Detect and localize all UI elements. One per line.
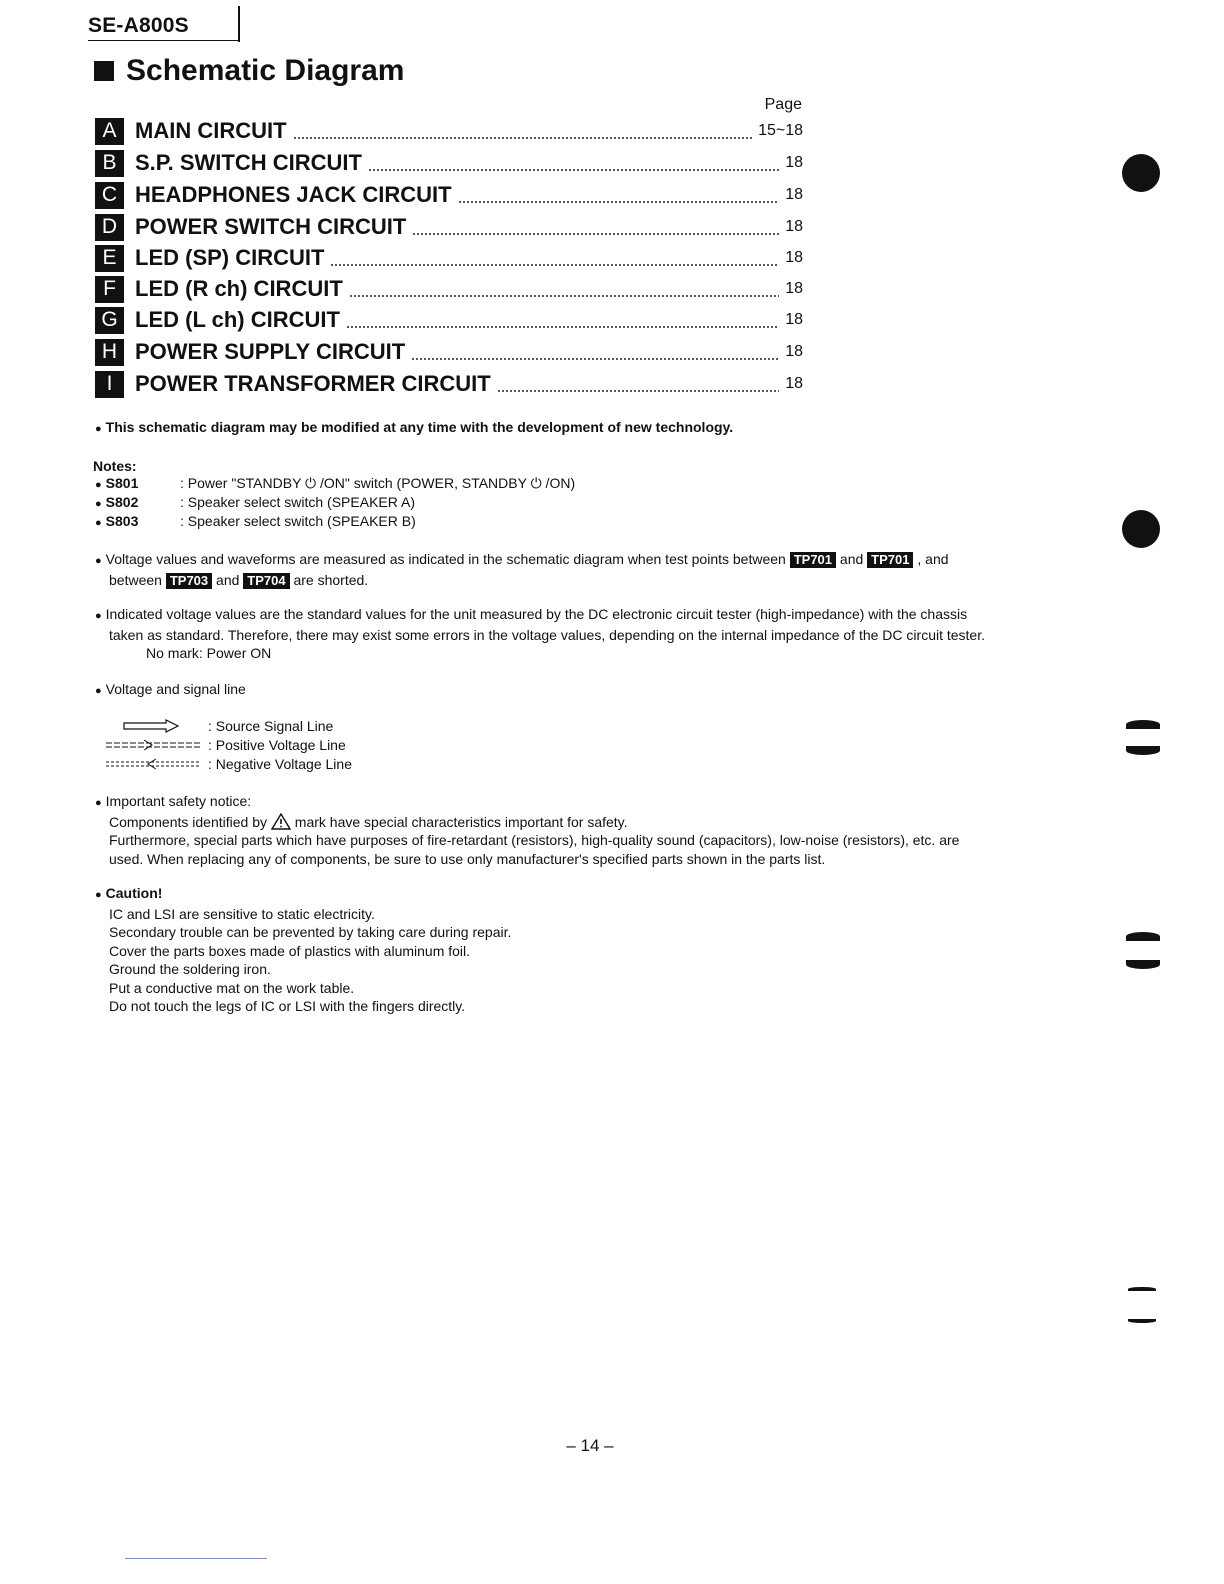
bullet-icon: ● [95, 610, 102, 622]
negative-voltage-arrow-icon [104, 757, 202, 771]
toc-item-led-lch-circuit[interactable] [95, 306, 803, 334]
toc-letter-badge: A [95, 118, 124, 145]
signal-lines-heading-text: Voltage and signal line [105, 681, 246, 697]
toc-page-number: 18 [785, 154, 803, 171]
indicated-voltage-text: Indicated voltage values are the standard values for the unit measured by the DC electronic circuit tester (high-impedance) with the chassis [105, 606, 968, 622]
toc-leader-dots [293, 137, 753, 139]
positive-voltage-arrow-icon [104, 738, 202, 752]
legend-label: : Negative Voltage Line [208, 755, 352, 772]
toc-letter-badge: I [95, 371, 124, 398]
title-square-bullet-icon [94, 61, 114, 81]
binder-mark-top [1126, 720, 1160, 729]
header-underline [88, 40, 240, 41]
toc-item-led-sp-circuit[interactable] [95, 244, 803, 272]
voltage-measure-text: are shorted. [293, 571, 369, 588]
toc-label: HEADPHONES JACK CIRCUIT [135, 182, 452, 207]
toc-page-number: 18 [785, 280, 803, 297]
bullet-icon: ● [95, 797, 102, 809]
note-text: : Speaker select switch (SPEAKER B) [180, 513, 416, 529]
toc-letter-badge: D [95, 214, 124, 241]
caution-line: IC and LSI are sensitive to static electricity. [109, 905, 375, 922]
safety-notice [95, 792, 1115, 868]
binder-mark-bottom [1128, 1319, 1156, 1323]
caution-heading: Caution! [105, 885, 163, 901]
legend-source-signal [104, 716, 333, 735]
binder-mark-top [1128, 1287, 1156, 1291]
toc-page-number: 18 [785, 218, 803, 235]
toc-letter-badge: B [95, 150, 124, 177]
binder-mark-bottom [1126, 960, 1160, 969]
modification-notice [95, 418, 733, 439]
source-signal-arrow-icon [104, 719, 202, 733]
bullet-icon: ● [95, 555, 102, 567]
toc-item-sp-switch-circuit[interactable] [95, 149, 803, 177]
toc-item-led-rch-circuit[interactable] [95, 275, 803, 303]
binder-hole-mark [1122, 510, 1160, 548]
note-text: : Speaker select switch (SPEAKER A) [180, 494, 415, 510]
toc-label: LED (R ch) CIRCUIT [135, 276, 343, 301]
model-number: SE-A800S [88, 14, 189, 37]
toc-page-number: 18 [785, 249, 803, 266]
bullet-icon: ● [95, 889, 102, 901]
safety-text: Furthermore, special parts which have purposes of fire-retardant (resistors), high-quality sound (capacitors), low-noise (resistors), etc. are [109, 832, 960, 848]
toc-label: POWER TRANSFORMER CIRCUIT [135, 371, 491, 396]
notes-heading: Notes: [93, 458, 137, 474]
bullet-icon: ● [95, 517, 102, 529]
safety-heading: Important safety notice: [105, 793, 252, 809]
test-point-badge: TP703 [166, 573, 212, 589]
toc-leader-dots [458, 201, 780, 203]
toc-page-number: 18 [785, 186, 803, 203]
caution-line: Do not touch the legs of IC or LSI with the fingers directly. [109, 998, 466, 1014]
modification-notice-text: This schematic diagram may be modified at any time with the development of new technology. [105, 419, 734, 435]
toc-page-number: 18 [785, 375, 803, 392]
binder-mark-top [1126, 932, 1160, 941]
toc-leader-dots [497, 390, 780, 392]
note-item [95, 513, 416, 529]
test-point-badge: TP701 [790, 552, 836, 568]
page-title [94, 54, 404, 88]
note-text: : Power "STANDBY ⏻ /ON" switch (POWER, STANDBY ⏻ /ON) [180, 475, 576, 491]
toc-leader-dots [412, 233, 779, 235]
toc-item-power-switch-circuit[interactable] [95, 213, 803, 241]
voltage-measure-text: , and [917, 551, 949, 567]
toc-letter-badge: G [95, 307, 124, 334]
toc-label: S.P. SWITCH CIRCUIT [135, 150, 362, 175]
note-code: S801 [105, 475, 139, 491]
page-number: – 14 – [566, 1436, 614, 1455]
test-point-badge: TP701 [867, 552, 913, 568]
conjunction-text: and [216, 571, 240, 588]
toc-page-number: 18 [785, 311, 803, 328]
note-code: S802 [105, 494, 139, 510]
toc-leader-dots [330, 264, 779, 266]
test-point-badge: TP704 [243, 573, 289, 589]
toc-item-main-circuit[interactable] [95, 117, 803, 145]
no-mark-note: No mark: Power ON [146, 645, 272, 661]
note-code: S803 [105, 513, 139, 529]
conjunction-text: and [839, 551, 864, 567]
toc-letter-badge: F [95, 276, 124, 303]
toc-item-headphones-jack-circuit[interactable] [95, 181, 803, 209]
toc-leader-dots [368, 169, 779, 171]
toc-label: LED (L ch) CIRCUIT [135, 307, 340, 332]
toc-page-number: 15~18 [758, 122, 803, 139]
safety-text: Components identified by [109, 813, 267, 830]
bullet-icon: ● [95, 498, 102, 510]
toc-letter-badge: H [95, 339, 124, 366]
binder-mark-bottom [1126, 746, 1160, 755]
caution-section [95, 884, 511, 1016]
indicated-voltage-text: taken as standard. Therefore, there may exist some errors in the voltage values, depending on the internal impedance of the DC circuit tester. [109, 626, 985, 643]
toc-item-power-supply-circuit[interactable] [95, 338, 803, 366]
bullet-icon: ● [95, 685, 102, 697]
safety-text: used. When replacing any of components, be sure to use only manufacturer's specified parts shown in the parts list. [109, 850, 826, 867]
toc-leader-dots [346, 326, 779, 328]
indicated-voltage-paragraph [95, 605, 1115, 663]
safety-text: mark have special characteristics important for safety. [294, 813, 628, 830]
toc-letter-badge: C [95, 182, 124, 209]
toc-page-header: Page [764, 96, 802, 113]
signal-lines-heading [95, 680, 246, 701]
voltage-measure-text: between [109, 571, 162, 588]
toc-leader-dots [411, 358, 779, 360]
legend-label: : Positive Voltage Line [208, 736, 346, 753]
binder-hole-mark [1122, 154, 1160, 192]
legend-positive-voltage [104, 735, 346, 754]
note-item [95, 494, 415, 510]
voltage-measure-text: Voltage values and waveforms are measured as indicated in the schematic diagram when test points between [105, 551, 786, 567]
toc-item-power-transformer-circuit[interactable] [95, 370, 803, 398]
page-title-text: Schematic Diagram [126, 54, 405, 87]
toc-page-number: 18 [785, 343, 803, 360]
caution-line: Secondary trouble can be prevented by taking care during repair. [109, 924, 512, 940]
toc-label: LED (SP) CIRCUIT [135, 245, 325, 270]
legend-label: : Source Signal Line [208, 717, 334, 734]
caution-line: Put a conductive mat on the work table. [109, 979, 355, 996]
toc-label: POWER SUPPLY CIRCUIT [135, 339, 406, 364]
warning-triangle-icon [271, 813, 291, 830]
toc-label: POWER SWITCH CIRCUIT [135, 214, 407, 239]
caution-line: Ground the soldering iron. [109, 961, 271, 977]
bullet-icon: ● [95, 479, 102, 491]
bullet-icon: ● [95, 423, 102, 435]
header-divider [238, 6, 240, 42]
voltage-measure-paragraph [95, 550, 1095, 589]
caution-line: Cover the parts boxes made of plastics with aluminum foil. [109, 942, 471, 959]
toc-leader-dots [349, 295, 779, 297]
bottom-rule [125, 1558, 267, 1559]
legend-negative-voltage [104, 754, 352, 773]
toc-letter-badge: E [95, 245, 124, 272]
note-item [95, 475, 575, 492]
toc-label: MAIN CIRCUIT [135, 118, 287, 143]
